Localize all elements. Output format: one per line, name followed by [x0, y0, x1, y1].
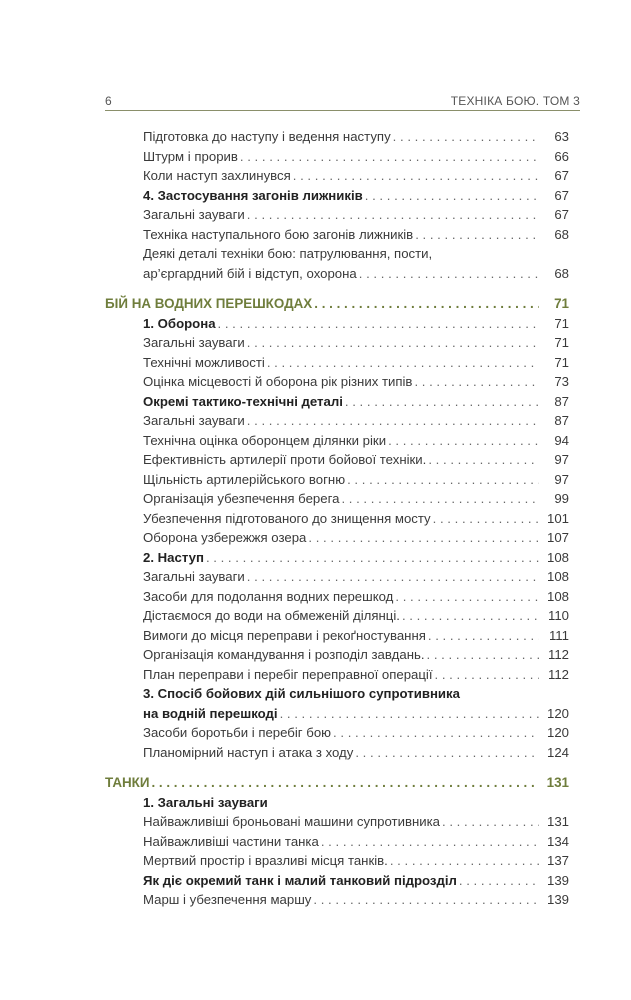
dot-leader — [442, 812, 539, 832]
toc-entry[interactable] — [105, 851, 569, 871]
entry-page-number: 67 — [554, 187, 569, 203]
toc-entry[interactable] — [105, 606, 569, 626]
entry-page-number: 108 — [546, 569, 569, 584]
entry-page-number: 120 — [546, 725, 569, 740]
entry-page-number: 71 — [554, 354, 569, 370]
entry-page-number: 68 — [554, 265, 569, 281]
entry-title: Підготовка до наступу і ведення наступу — [143, 129, 391, 144]
running-header — [105, 92, 580, 111]
dot-leader — [333, 723, 539, 743]
toc-entry[interactable] — [105, 489, 569, 509]
entry-title: Загальні зауваги — [143, 569, 245, 584]
entry-title: Штурм і прорив — [143, 148, 238, 164]
entry-title: Технічні можливості — [143, 354, 265, 370]
running-title: ТЕХНІКА БОЮ. ТОМ 3 — [450, 94, 580, 108]
toc-entry[interactable] — [105, 704, 569, 724]
entry-page-number: 137 — [546, 853, 569, 868]
entry-page-number: 71 — [554, 335, 569, 350]
toc-entry[interactable] — [105, 723, 569, 743]
entry-page-number: 110 — [547, 608, 569, 623]
entry-page-number: 112 — [547, 666, 569, 682]
entry-title: 2. Наступ — [143, 549, 204, 565]
dot-leader — [435, 665, 539, 685]
entry-page-number: 87 — [554, 413, 569, 428]
entry-title: Загальні зауваги — [143, 413, 245, 428]
dot-leader — [428, 626, 539, 646]
entry-title: Загальні зауваги — [143, 207, 245, 222]
dot-leader — [267, 353, 539, 373]
entry-page-number: 87 — [554, 393, 569, 409]
toc-entry[interactable] — [105, 743, 569, 763]
entry-title: Засоби для подолання водних перешкод — [143, 588, 394, 604]
dot-leader — [314, 294, 539, 314]
toc-entry[interactable] — [105, 665, 569, 685]
entry-title: Оцінка місцевості й оборона рік різних типів — [143, 374, 413, 389]
toc-entry[interactable] — [105, 372, 569, 392]
entry-title: Найважливіші частини танка — [143, 833, 319, 849]
toc-entry[interactable] — [105, 812, 569, 832]
dot-leader — [151, 773, 538, 793]
dot-leader — [247, 333, 539, 353]
dot-leader — [459, 871, 539, 891]
entry-title: 1. Оборона — [143, 315, 216, 331]
toc-entry[interactable] — [105, 431, 569, 451]
toc-entry[interactable] — [105, 793, 569, 813]
entry-title: Деякі деталі техніки бою: патрулювання, пости, — [143, 246, 433, 261]
dot-leader — [433, 509, 539, 529]
entry-page-number: 67 — [554, 168, 569, 183]
table-of-contents — [105, 127, 569, 921]
entry-page-number: 97 — [554, 452, 569, 467]
toc-entry[interactable] — [105, 626, 569, 646]
entry-title: Найважливіші броньовані машини супротивника — [143, 814, 441, 829]
entry-title: Організація убезпечення берега — [143, 491, 340, 506]
entry-title: Техніка наступального бою загонів лижників — [143, 226, 414, 242]
entry-title: Убезпечення підготованого до знищення мосту — [143, 510, 431, 526]
entry-title: Технічна оцінка оборонцем ділянки ріки — [143, 432, 387, 448]
dot-leader — [395, 587, 539, 607]
toc-entry[interactable] — [105, 244, 569, 264]
toc-entry[interactable] — [105, 127, 569, 147]
dot-leader — [388, 431, 539, 451]
toc-block — [105, 127, 569, 283]
toc-entry[interactable] — [105, 832, 569, 852]
entry-title: 1. Загальні зауваги — [143, 794, 268, 810]
toc-section-heading[interactable] — [105, 294, 569, 314]
toc-block — [105, 294, 569, 762]
toc-entry[interactable] — [105, 333, 569, 353]
dot-leader — [415, 225, 539, 245]
entry-page-number: 134 — [546, 833, 569, 849]
entry-title: Оборона узбережжя озера — [143, 530, 307, 545]
entry-page-number: 63 — [554, 129, 569, 144]
dot-leader — [341, 489, 539, 509]
dot-leader — [293, 166, 539, 186]
toc-entry[interactable] — [105, 147, 569, 167]
entry-title: на водній перешкоді — [143, 705, 278, 721]
entry-page-number: 108 — [546, 549, 569, 565]
toc-entry[interactable] — [105, 548, 569, 568]
entry-page-number: 101 — [546, 510, 569, 526]
entry-page-number: 68 — [554, 226, 569, 242]
dot-leader — [402, 606, 539, 626]
toc-entry[interactable] — [105, 314, 569, 334]
entry-title: Коли наступ захлинувся — [143, 168, 291, 183]
dot-leader — [393, 127, 539, 147]
entry-title: Планомірний наступ і атака з ходу — [143, 744, 354, 760]
toc-entry[interactable] — [105, 166, 569, 186]
toc-entry[interactable] — [105, 205, 569, 225]
entry-title: Вимоги до місця переправи і рекоґностування — [143, 627, 426, 643]
entry-title: Щільність артилерійського вогню — [143, 471, 346, 487]
entry-title: Марш і убезпечення маршу — [143, 892, 312, 907]
dot-leader — [247, 411, 539, 431]
toc-entry[interactable] — [105, 264, 569, 284]
toc-entry[interactable] — [105, 353, 569, 373]
dot-leader — [345, 392, 539, 412]
dot-leader — [355, 743, 539, 763]
entry-title: ар’єргардний бій і відступ, охорона — [143, 265, 357, 281]
entry-page-number: 108 — [546, 588, 569, 604]
toc-entry[interactable] — [105, 567, 569, 587]
toc-entry[interactable] — [105, 186, 569, 206]
entry-page-number: 71 — [554, 296, 569, 311]
entry-title: Організація командування і розподіл завдань. — [143, 647, 425, 662]
entry-page-number: 94 — [554, 432, 569, 448]
toc-entry[interactable] — [105, 871, 569, 891]
toc-entry[interactable] — [105, 392, 569, 412]
dot-leader — [390, 851, 539, 871]
dot-leader — [308, 528, 539, 548]
entry-page-number: 131 — [546, 814, 569, 829]
toc-entry[interactable] — [105, 225, 569, 245]
toc-entry[interactable] — [105, 509, 569, 529]
entry-page-number: 73 — [554, 374, 569, 389]
dot-leader — [427, 645, 539, 665]
entry-page-number: 111 — [548, 627, 569, 643]
entry-page-number: 99 — [554, 491, 569, 506]
entry-page-number: 124 — [546, 744, 569, 760]
entry-page-number: 131 — [546, 775, 569, 790]
entry-title: Мертвий простір і вразливі місця танків. — [143, 853, 388, 868]
dot-leader — [247, 205, 539, 225]
entry-page-number: 120 — [546, 705, 569, 721]
toc-entry[interactable] — [105, 684, 569, 704]
entry-title: 3. Спосіб бойових дій сильнішого супротивника — [143, 686, 460, 701]
entry-title: 4. Застосування загонів лижників — [143, 187, 363, 203]
entry-title: Загальні зауваги — [143, 335, 245, 350]
dot-leader — [240, 147, 539, 167]
toc-entry[interactable] — [105, 890, 569, 910]
page-number: 6 — [105, 94, 112, 108]
entry-title: Окремі тактико-технічні деталі — [143, 393, 343, 409]
toc-entry[interactable] — [105, 528, 569, 548]
entry-page-number: 139 — [546, 872, 569, 888]
dot-leader — [247, 567, 539, 587]
dot-leader — [347, 470, 539, 490]
dot-leader — [365, 186, 539, 206]
entry-page-number: 107 — [546, 530, 569, 545]
toc-entry[interactable] — [105, 450, 569, 470]
entry-title: ТАНКИ — [105, 775, 150, 790]
entry-title: Засоби боротьби і перебіг бою — [143, 725, 332, 740]
entry-page-number: 112 — [547, 647, 569, 662]
toc-entry[interactable] — [105, 587, 569, 607]
dot-leader — [359, 264, 539, 284]
entry-page-number: 66 — [554, 148, 569, 164]
dot-leader — [321, 832, 539, 852]
entry-page-number: 139 — [546, 892, 569, 907]
toc-block — [105, 773, 569, 910]
entry-title: Як діє окремий танк і малий танковий підрозділ — [143, 872, 457, 888]
entry-page-number: 71 — [554, 315, 569, 331]
entry-title: Ефективність артилерії проти бойової техніки. — [143, 452, 427, 467]
dot-leader — [428, 450, 539, 470]
dot-leader — [414, 372, 539, 392]
entry-title: БІЙ НА ВОДНИХ ПЕРЕШКОДАХ — [105, 296, 313, 311]
entry-page-number: 97 — [554, 471, 569, 487]
entry-title: План переправи і перебіг переправної операції — [143, 666, 433, 682]
toc-entry[interactable] — [105, 411, 569, 431]
toc-entry[interactable] — [105, 470, 569, 490]
dot-leader — [218, 314, 539, 334]
dot-leader — [313, 890, 539, 910]
toc-entry[interactable] — [105, 645, 569, 665]
entry-title: Дістаємося до води на обмеженій ділянці. — [143, 608, 400, 623]
dot-leader — [206, 548, 539, 568]
dot-leader — [280, 704, 539, 724]
toc-section-heading[interactable] — [105, 773, 569, 793]
entry-page-number: 67 — [554, 207, 569, 222]
